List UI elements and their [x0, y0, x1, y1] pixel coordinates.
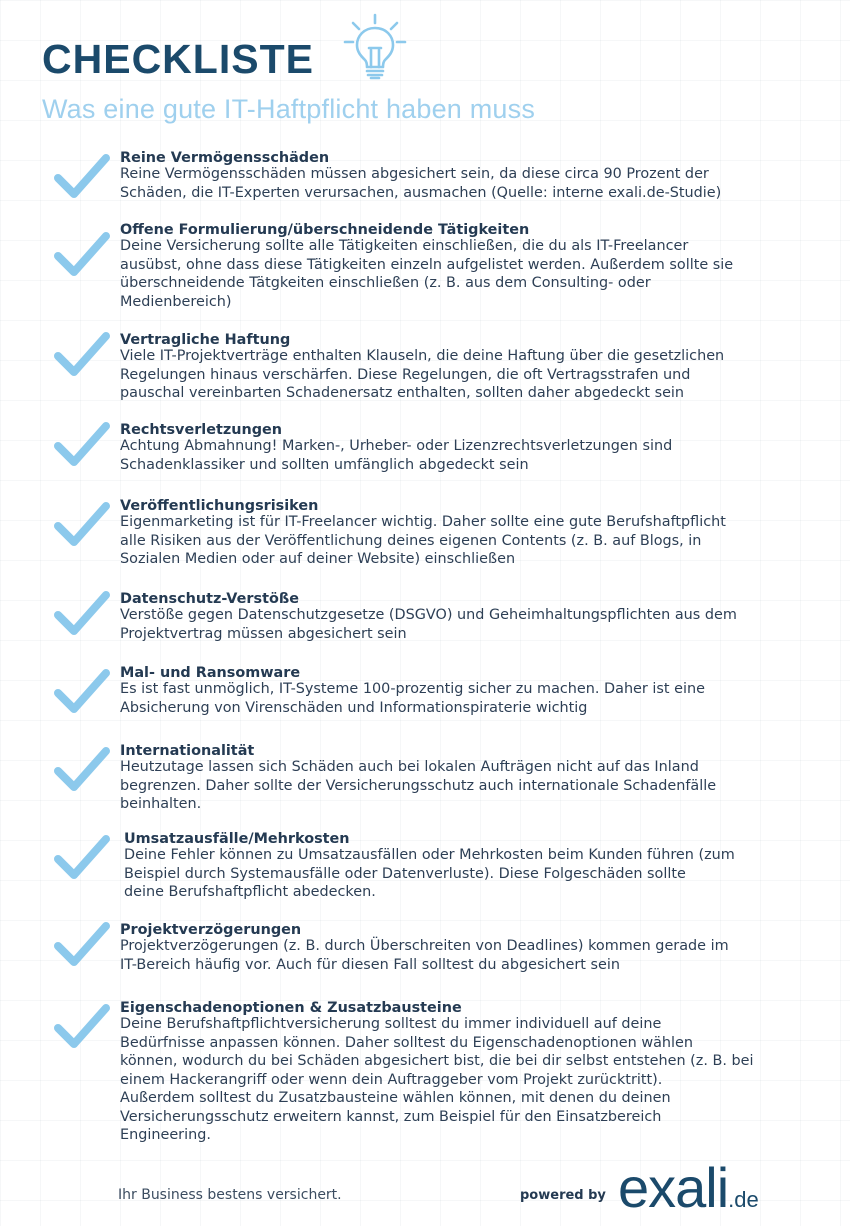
item-text: Verstöße gegen Datenschutzgesetze (DSGVO) und Geheimhaltungspflichten aus dem Projektvertrag müssen abgesichert sein	[120, 607, 737, 642]
checkmark-icon	[52, 500, 112, 548]
item-text: Projektverzögerungen (z. B. durch Überschreiten von Deadlines) kommen gerade im IT-Bereich häufig vor. Auch für diesen Fall solltest du abgesichert sein	[120, 938, 729, 973]
footer-tagline: Ihr Business bestens versichert.	[118, 1187, 342, 1203]
checkmark-icon	[52, 589, 112, 637]
item-heading: Umsatzausfälle/Mehrkosten	[124, 831, 350, 847]
lightbulb-icon	[340, 12, 410, 82]
item-heading: Veröffentlichungsrisiken	[120, 498, 319, 514]
item-text: Deine Versicherung sollte alle Tätigkeiten einschließen, die du als IT-Freelancer ausübst, ohne dass diese Tätigkeiten einzeln aufgelistet werden. Außerdem sollte sie überschneidende Tätgkeiten einschließen (z. B. aus dem Consulting- oder Medienbereich)	[120, 238, 734, 310]
item-text: Eigenmarketing ist für IT-Freelancer wichtig. Daher sollte eine gute Berufshaftpflicht alle Risiken aus der Veröffentlichung deines eigenen Contents (z. B. auf Blogs, in Sozialen Medien oder auf deiner Website) einschließen	[120, 514, 726, 567]
powered-by-label: powered by	[520, 1188, 606, 1203]
logo-wordmark: exali	[618, 1156, 729, 1219]
item-text: Heutzutage lassen sich Schäden auch bei lokalen Aufträgen nicht auf das Inland begrenzen. Daher sollte der Versicherungsschutz auch internationale Schadenfälle beinhalten.	[120, 759, 717, 812]
item-heading: Internationalität	[120, 743, 255, 759]
page-subtitle: Was eine gute IT-Haftpflicht haben muss	[42, 94, 536, 124]
checkmark-icon	[52, 330, 112, 378]
checkmark-icon	[52, 667, 112, 715]
item-heading: Eigenschadenoptionen & Zusatzbausteine	[120, 1000, 462, 1016]
checkmark-icon	[52, 1002, 112, 1050]
item-text: Es ist fast unmöglich, IT-Systeme 100-prozentig sicher zu machen. Daher ist eine Absicherung von Virenschäden und Informationspiraterie wichtig	[120, 681, 705, 716]
item-heading: Vertragliche Haftung	[120, 332, 291, 348]
page-title: CHECKLISTE	[42, 36, 314, 82]
checkmark-icon	[52, 230, 112, 278]
item-heading: Reine Vermögensschäden	[120, 150, 330, 166]
item-heading: Projektverzögerungen	[120, 922, 302, 938]
checkmark-icon	[52, 745, 112, 793]
checkmark-icon	[52, 833, 112, 881]
exali-logo[interactable]	[618, 1156, 759, 1220]
item-text: Deine Berufshaftpflichtversicherung solltest du immer individuell auf deine Bedürfnisse anpassen können. Daher solltest du Eigenschadenoptionen wählen können, wodurch du bei Schäden abgesichert bist, die bei dir selbst entstehen (z. B. bei einem Hackerangriff oder wenn dein Auftraggeber vom Projekt zurücktritt). Außerdem solltest du Zusatzbausteine wählen können, mit denen du deinen Versicherungsschutz erweitern kannst, zum Beispiel für den Einsatzbereich Engineering.	[120, 1016, 754, 1143]
header	[42, 30, 802, 130]
item-text: Deine Fehler können zu Umsatzausfällen oder Mehrkosten beim Kunden führen (zum Beispiel durch Systemausfälle oder Datenverluste). Diese Folgeschäden sollte deine Berufshaftpflicht abedecken.	[124, 847, 735, 900]
item-heading: Offene Formulierung/überschneidende Tätigkeiten	[120, 222, 530, 238]
checkmark-icon	[52, 152, 112, 200]
checkmark-icon	[52, 920, 112, 968]
item-heading: Datenschutz-Verstöße	[120, 591, 299, 607]
item-heading: Mal- und Ransomware	[120, 665, 301, 681]
item-text: Viele IT-Projektverträge enthalten Klauseln, die deine Haftung über die gesetzlichen Regelungen hinaus verschärfen. Diese Regelungen, die oft Vertragsstrafen und pauschal vereinbarten Schadenersatz enthalten, sollten daher abgedeckt sein	[120, 348, 725, 401]
item-text: Achtung Abmahnung! Marken-, Urheber- oder Lizenzrechtsverletzungen sind Schadenklassiker und sollten umfänglich abgedeckt sein	[120, 438, 673, 473]
item-text: Reine Vermögensschäden müssen abgesichert sein, da diese circa 90 Prozent der Schäden, die IT-Experten verursachen, ausmachen (Quelle: interne exali.de-Studie)	[120, 166, 722, 201]
logo-tld: .de	[728, 1187, 759, 1212]
item-heading: Rechtsverletzungen	[120, 422, 283, 438]
checkmark-icon	[52, 420, 112, 468]
